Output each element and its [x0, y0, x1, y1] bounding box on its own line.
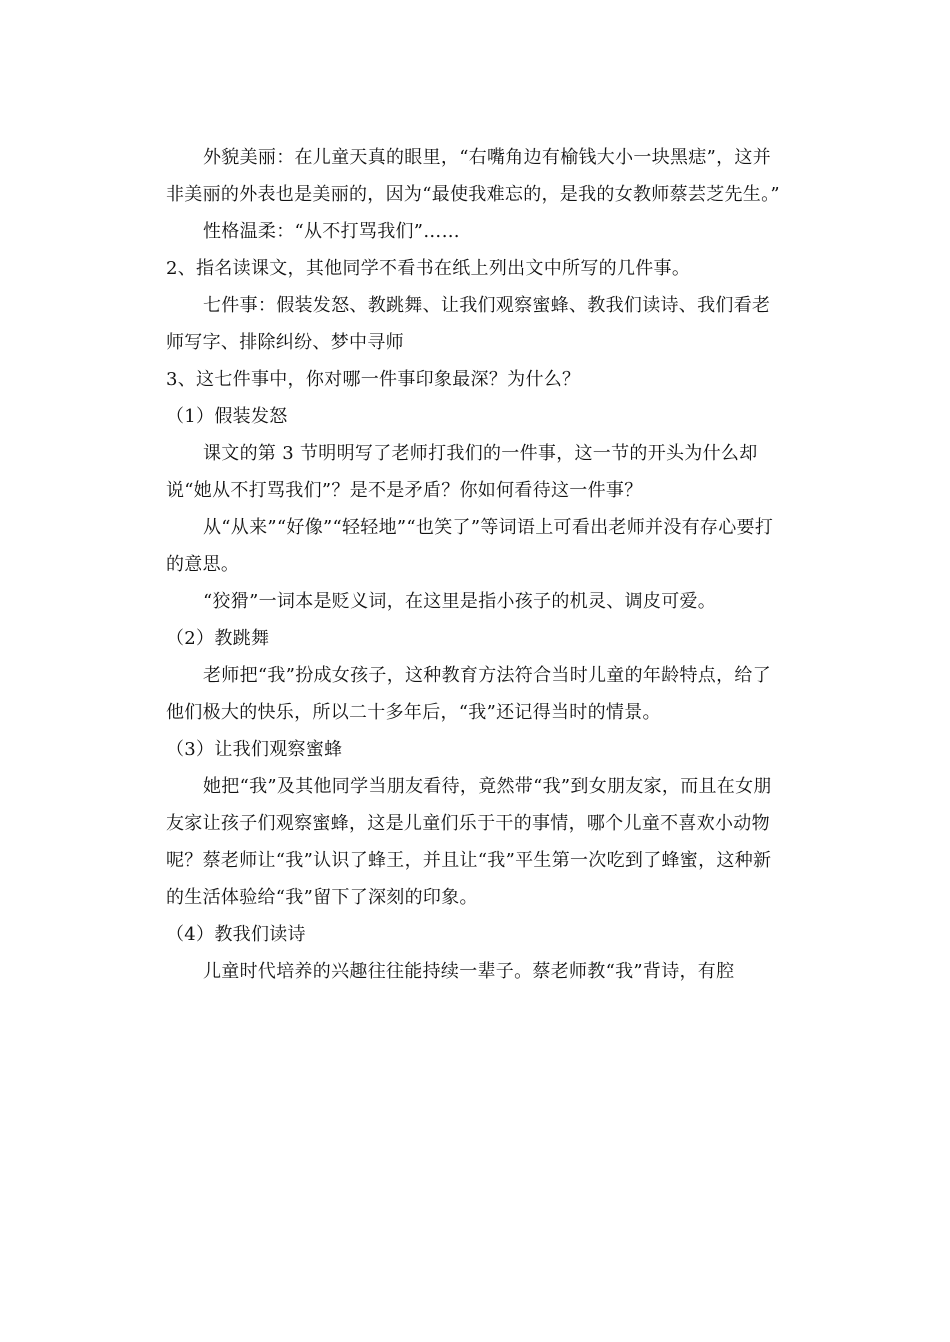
paragraph-event-3: 她把“我”及其他同学当朋友看待，竟然带“我”到女朋友家，而且在女朋友家让孩子们观察蜜蜂，这是儿童们乐于干的事情，哪个儿童不喜欢小动物呢？蔡老师让“我”认识了蜂王，并且让“我”平生第一次吃到了蜂蜜，这种新的生活体验给“我”留下了深刻的印象。 — [166, 776, 772, 908]
paragraph-step-2: 2、指名读课文，其他同学不看书在纸上列出文中所写的几件事。 — [166, 258, 691, 279]
paragraph-personality: 性格温柔：“从不打骂我们”…… — [203, 221, 460, 242]
paragraph-event-1-word: “狡猾”一词本是贬义词，在这里是指小孩子的机灵、调皮可爱。 — [203, 591, 717, 612]
paragraph-event-4: 儿童时代培养的兴趣往往能持续一辈子。蔡老师教“我”背诗，有腔 — [203, 961, 735, 982]
paragraph-appearance: 外貌美丽：在儿童天真的眼里，“右嘴角边有榆钱大小一块黑痣”，这并非美丽的外表也是美丽的，因为“最使我难忘的，是我的女教师蔡芸芝先生。” — [166, 147, 780, 205]
heading-event-1: （1）假装发怒 — [166, 406, 288, 427]
heading-event-2: （2）教跳舞 — [166, 628, 270, 649]
heading-event-3: （3）让我们观察蜜蜂 — [166, 739, 343, 760]
paragraph-seven-events: 七件事：假装发怒、教跳舞、让我们观察蜜蜂、教我们读诗、我们看老师写字、排除纠纷、梦中寻师 — [166, 295, 771, 353]
paragraph-event-2: 老师把“我”扮成女孩子，这种教育方法符合当时儿童的年龄特点，给了他们极大的快乐，所以二十多年后，“我”还记得当时的情景。 — [166, 665, 772, 723]
paragraph-event-1-question: 课文的第 3 节明明写了老师打我们的一件事，这一节的开头为什么却说“她从不打骂我们”？是不是矛盾？你如何看待这一件事？ — [166, 443, 758, 501]
paragraph-step-3: 3、这七件事中，你对哪一件事印象最深？为什么？ — [166, 369, 581, 390]
heading-event-4: （4）教我们读诗 — [166, 924, 306, 945]
paragraph-event-1-analysis: 从“从来”“好像”“轻轻地”“也笑了”等词语上可看出老师并没有存心要打的意思。 — [166, 517, 774, 575]
document-body — [166, 139, 788, 990]
